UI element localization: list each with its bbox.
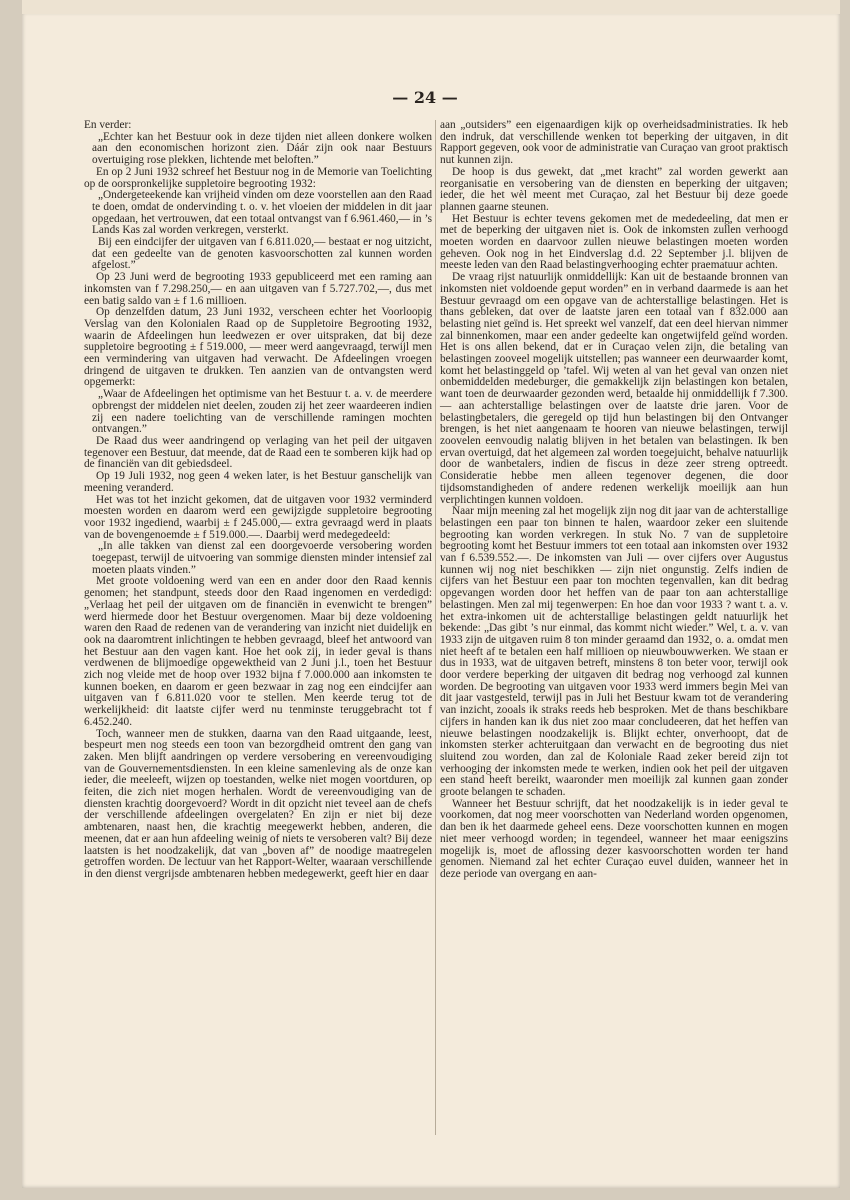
column-divider	[435, 120, 436, 1135]
page-number: — 24 —	[392, 88, 458, 107]
paragraph: Het Bestuur is echter tevens gekomen met de mededeeling, dat men er met de beperking der uitgaven niet is. Ook de inkomsten zullen verhoogd moeten worden en daarvoor zullen nieuwe belastingen moeten worden geheven. Ook nog in het Eindverslag d.d. 22 September j.l. blijven de meeste leden van den Raad belastingverhooging echter praematuur achten.	[440, 212, 788, 272]
page-top-edge	[22, 0, 840, 14]
paragraph: Naar mijn meening zal het mogelijk zijn nog dit jaar van de achterstallige belastingen een paar ton binnen te halen, waardoor zeker een sluitende begrooting kan worden verkregen. In stuk No. 7 van de suppletoire begrooting komt het Bestuur immers tot een totaal aan inkomsten over 1932 van f 6.539.552.—. De inkomsten van Juli — over cijfers over Augustus kunnen wij nog niet beschikken — zijn niet ongunstig. Zelfs indien de cijfers van het Bestuur een paar ton mochten tegenvallen, kan dit bedrag opgevangen worden door het heffen van de paar ton aan achterstallige belastingen. Men zal mij tegenwerpen: En hoe dan voor 1933 ? want t. a. v. het extra-inkomen uit de achterstallige belastingen geldt natuurlijk het bekende: „Das gibt ’s nur einmal, das kommt nicht wieder.” Wel, t. a. v. van 1933 zijn de uitgaven ruim 8 ton minder geraamd dan 1932, o. a. omdat men niet heeft af te betalen een half millioen op nieuwbouwwerken. We staan er dus in 1933, wat de uitgaven betreft, minstens 8 ton beter voor, terwijl ook door verdere beperking der uitgaven dit bedrag nog verhoogd zal kunnen worden. De begrooting van uitgaven voor 1933 werd immers begin Mei van dit jaar vastgesteld, terwijl pas in Juli het Bestuur kwam tot de verandering van inzicht, zooals ik straks reeds heb besproken. Met de thans beschikbare cijfers in handen kan ik dus niet zoo maar concludeeren, dat het heffen van nieuwe belastingen noodzakelijk is. Blijkt echter, onverhoopt, dat de inkomsten sterker achteruitgaan dan verwacht en de begrooting dus niet sluitend zou worden, dan zal de Koloniale Raad zeker bereid zijn tot verhooging der inkomsten mede te werken, indien ook het peil der uitgaven een stand heeft bereikt, waaronder men moeilijk zal kunnen gaan zonder groote belangen te schaden.	[440, 505, 788, 799]
left-column	[84, 120, 432, 881]
paragraph: En op 2 Juni 1932 schreef het Bestuur nog in de Memorie van Toelichting op de oorspronkelijke suppletoire begrooting 1932:	[84, 165, 432, 190]
paragraph: Het was tot het inzicht gekomen, dat de uitgaven voor 1932 verminderd moesten worden en daarom werd een gewijzigde suppletoire begrooting voor 1932 ingediend, waarbij ± f 245.000,— extra gevraagd werd in plaats van de bovengenoemde ± f 519.000.—. Daarbij werd medegedeeld:	[84, 493, 432, 541]
paragraph: Op 23 Juni werd de begrooting 1933 gepubliceerd met een raming aan inkomsten van f 7.298.250,— en aan uitgaven van f 5.727.702,—, dus met een batig saldo van ± f 1.6 millioen.	[84, 271, 432, 307]
quote-paragraph: „Echter kan het Bestuur ook in deze tijden niet alleen donkere wolken aan den economischen horizont zien. Dáár zijn ook naar Bestuurs overtuiging rose plekken, lichtende met beloften.”	[92, 130, 432, 167]
paragraph: De vraag rijst natuurlijk onmiddellijk: Kan uit de bestaande bronnen van inkomsten niet voldoende geput worden” en in verband daarmede is aan het Bestuur gevraagd om een opgave van de achterstallige belastingen. Het is thans gebleken, dat over de laatste jaren een totaal van f 832.000 aan belasting niet geïnd is. Het spreekt wel vanzelf, dat een deel hiervan nimmer zal binnenkomen, maar een ander gedeelte kan ongetwijfeld geïnd worden. Het is ons allen bekend, dat er in Curaçao velen zijn, die betaling van belastingen zooveel mogelijk uitstellen; pas wanneer een deurwaarder komt, komt het belastinggeld op ’tafel. Wij weten al van het geval van onzen niet onbemiddelden medeburger, die gemakkelijk zijn belastingen kon betalen, want toen de deurwaarder gezonden werd, betaalde hij onmiddellijk f 7.300.— aan achterstallige belastingen over de laatste drie jaren. Voor de belastingbetalers, die geregeld op tijd hun belastingen bij den Ontvanger brengen, is het niet aangenaam te hooren van nieuwe belastingen, terwijl zoovelen eenvoudig nalatig blijven in het betalen van belastingen. Ik ben ervan overtuigd, dat het algemeen zal worden toegejuicht, behalve natuurlijk door de wanbetalers, indien de fiscus in deze zeer streng optreedt. Consideratie hebbe men alleen tegenover degenen, die door tijdsomstandigheden of andere redenen werkelijk moeilijk aan hun verplichtingen kunnen voldoen.	[440, 271, 788, 506]
paragraph: Toch, wanneer men de stukken, daarna van den Raad uitgaande, leest, bespeurt men nog steeds een toon van bezorgdheid omtrent den gang van zaken. Men blijft aandringen op verdere versobering en vereenvoudiging van de Gouvernementsdiensten. In een kleine samenleving als de onze kan ieder, die meeleeft, wijzen op toestanden, welke niet mogen voortduren, op feiten, die zich niet mogen herhalen. Wordt de vereenvoudiging van de diensten krachtig doorgevoerd? Wordt in dit opzicht niet teveel aan de chefs der verschillende afdeelingen overgelaten? En zijn er niet bij deze ambtenaren, naast hen, die krachtig meegewerkt hebben, anderen, die meenen, dat er aan hun afdeeling weinig of niets te versoberen valt? Bij deze laatsten is het noodzakelijk, dat van „boven af” de noodige maatregelen getroffen worden. De lectuur van het Rapport-Welter, waaraan verschillende in den dienst vergrijsde ambtenaren hebben medegewerkt, geeft hier en daar	[84, 727, 432, 880]
quote-paragraph: „In alle takken van dienst zal een doorgevoerde versobering worden toegepast, terwijl de uitvoering van sommige diensten minder intensief zal moeten plaats vinden.”	[92, 540, 432, 576]
quote-paragraph: Bij een eindcijfer der uitgaven van f 6.811.020,— bestaat er nog uitzicht, dat een gedeelte van de genoten kasvoorschotten zal kunnen worden afgelost.”	[92, 236, 432, 272]
right-column	[440, 120, 788, 881]
quote-paragraph: „Waar de Afdeelingen het optimisme van het Bestuur t. a. v. de meerdere opbrengst der middelen niet deelen, zouden zij het zeer waardeeren indien zij een nadere toelichting van de verschillende ramingen mochten ontvangen.”	[92, 388, 432, 436]
paragraph: Op 19 Juli 1932, nog geen 4 weken later, is het Bestuur ganschelijk van meening veranderd.	[84, 470, 432, 494]
paragraph: Op denzelfden datum, 23 Juni 1932, verscheen echter het Voorloopig Verslag van den Kolonialen Raad op de Suppletoire Begrooting 1932, waarin de Afdeelingen hun leedwezen er over uitspraken, dat bij deze suppletoire begrooting ± f 519.000, — meer werd aangevraagd, terwijl men een vermindering van uitgaven had verwacht. De Afdeelingen vroegen dringend de uitgaven te drukken. Ten aanzien van de ontvangsten werd opgemerkt:	[84, 306, 432, 389]
paragraph: Met groote voldoening werd van een en ander door den Raad kennis genomen; het standpunt, steeds door den Raad ingenomen en verdedigd: „Verlaag het peil der uitgaven om de financiën in evenwicht te brengen” werd hiermede door het Bestuur overgenomen. Maar bij deze voldoening waren den Raad de redenen van de verandering van inzicht niet duidelijk en ook na daaromtrent inlichtingen te hebben gevraagd, bleef het antwoord van het Bestuur aan den vagen kant. Hoe het ook zij, in ieder geval is thans verdwenen de blijmoedige opgewektheid van 2 Juni j.l., toen het Bestuur zich nog vleide met de hoop over 1932 bijna f 7.000.000 aan inkomsten te kunnen boeken, en daarom er geen bezwaar in zag nog een eindcijfer aan uitgaven van f 6.811.020 voor te stellen. Men keerde terug tot de werkelijkheid: dit laatste cijfer werd nu tenminste teruggebracht tot f 6.452.240.	[84, 575, 432, 728]
paragraph: aan „outsiders” een eigenaardigen kijk op overheidsadministraties. Ik heb den indruk, dat verschillende wenken tot beperking der uitgaven, in dit Rapport gegeven, ook voor de administratie van Curaçao van groot praktisch nut kunnen zijn.	[440, 119, 788, 167]
paragraph: Wanneer het Bestuur schrijft, dat het noodzakelijk is in ieder geval te voorkomen, dat nog meer voorschotten van Nederland worden opgenomen, dan ben ik het daarmede geheel eens. Deze voorschotten kunnen en mogen niet meer verhoogd worden; in tegendeel, wanneer het maar eenigszins mogelijk is, moet de aflossing dezer kasvoorschotten worden ter hand genomen. Niemand zal het echter Curaçao euvel duiden, wanneer het in deze periode van overgang en aan-	[440, 797, 788, 880]
paragraph: En verder:	[84, 119, 132, 131]
paragraph: De Raad dus weer aandringend op verlaging van het peil der uitgaven tegenover een Bestuur, dat meende, dat de Raad een te somberen kijk had op de financiën van dit gebiedsdeel.	[84, 434, 432, 471]
quote-paragraph: „Ondergeteekende kan vrijheid vinden om deze voorstellen aan den Raad te doen, omdat de ondervinding t. o. v. het vloeien der middelen in dit jaar opgedaan, het vertrouwen, dat een totaal ontvangst van f 6.961.460,— in ’s Lands Kas zal worden verkregen, versterkt.	[92, 189, 432, 237]
paragraph: De hoop is dus gewekt, dat „met kracht” zal worden gewerkt aan reorganisatie en versobering van de diensten en beperking der uitgaven; ieder, die het wèl meent met Curaçao, zal het Bestuur bij deze goede plannen gaarne steunen.	[440, 165, 788, 213]
